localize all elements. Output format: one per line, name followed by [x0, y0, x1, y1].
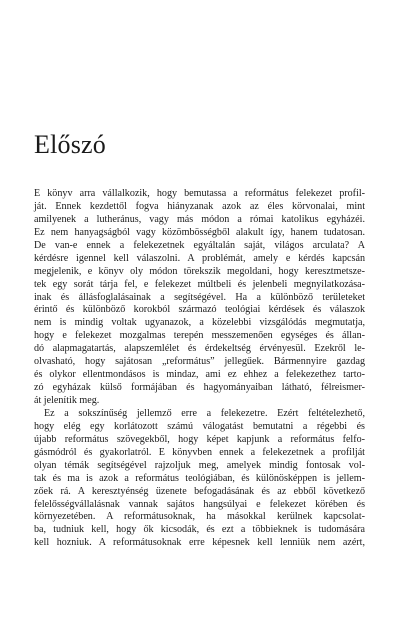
page-title: Előszó	[34, 130, 106, 159]
text-line: kérdésre igennel kell válaszolni. A problémát, amely e kérdés kapcsán	[34, 252, 365, 264]
text-line: De van-e ennek a felekezetnek egyáltalán saját, világos arculata? A	[34, 239, 365, 251]
text-line: Ez a sokszínűség jellemző erre a felekezetre. Ezért feltételezhető,	[44, 407, 365, 419]
text-line: hogy e felekezet mozgalmas terepén messzemenően egységes és állan-	[34, 330, 365, 342]
text-line: környezetében. A reformátusoknak, ha másokkal kerülnek kapcsolat-	[34, 511, 365, 523]
preface-text	[34, 188, 365, 550]
text-line: és olykor ellentmondásos is mindaz, ami ez ehhez a felekezethez tarto-	[34, 369, 365, 381]
text-line: E könyv arra vállalkozik, hogy bemutassa a református felekezet profil-	[34, 188, 365, 199]
text-line: zó egyházak külső formájában és hagyományaiban látható, félreismer-	[34, 382, 365, 394]
text-line: kell hozniuk. A reformátusoknak erre képesnek kell lenniük nem azért,	[34, 537, 365, 549]
text-line: Ez nem hanyagságból vagy közömbösségből alakult így, hanem tudatosan.	[34, 226, 365, 238]
text-line: amilyenek a lutheránus, vagy más módon a római katolikus egyházéi.	[34, 213, 365, 225]
text-line: olvasható, hogy sajátosan „református” jellegűek. Bármennyire gazdag	[34, 356, 365, 368]
text-line: újabb református szövegekből, hogy képet kapjunk a református felfo-	[34, 433, 365, 445]
text-line: megjelenik, e könyv oly módon törekszik megoldani, hogy keresztmetsze-	[34, 265, 365, 277]
text-line: gásmódról és gyakorlatról. E könyvben ennek a felekezetnek a profilját	[34, 446, 365, 458]
text-line: olyan témák segítségével rajzoljuk meg, amelyek mindig fontosak vol-	[34, 459, 365, 471]
text-line: inak és állásfoglalásainak a segítségével. Ha a különböző területeket	[34, 291, 365, 303]
text-line: hogy elég egy korlátozott számú válogatást bemutatni a régebbi és	[34, 420, 365, 432]
text-line: át jelenítik meg.	[34, 395, 100, 406]
text-line: dó alapmagatartás, alapszemlélet és érdekeltség érvényesül. Ezekről le-	[34, 343, 365, 355]
text-line: tek egy sorát tárja fel, e felekezet múltbeli és jelenbeli megnyilatkozása-	[34, 278, 365, 290]
text-line: érintő és különböző korokból származó teológiai kérdések és válaszok	[34, 304, 365, 316]
text-line: ját. Ennek kezdettől fogva hiányzanak azok az éles körvonalai, mint	[34, 200, 365, 212]
text-line: nem is mindig voltak ugyanazok, a közelebbi vizsgálódás megmutatja,	[34, 317, 365, 329]
text-line: felelősségvállalásnak vannak sajátos hangsúlyai e felekezet körében és	[34, 498, 365, 510]
text-line: tak és ma is azok a református teológiában, és különösképpen is jellem-	[34, 472, 365, 484]
text-line: zőek rá. A keresztyénség üzenete befogadásának és az ebből következő	[34, 485, 365, 497]
text-line: ba, tudniuk kell, hogy ők kicsodák, és ezt a többieknek is tudomására	[34, 524, 365, 536]
